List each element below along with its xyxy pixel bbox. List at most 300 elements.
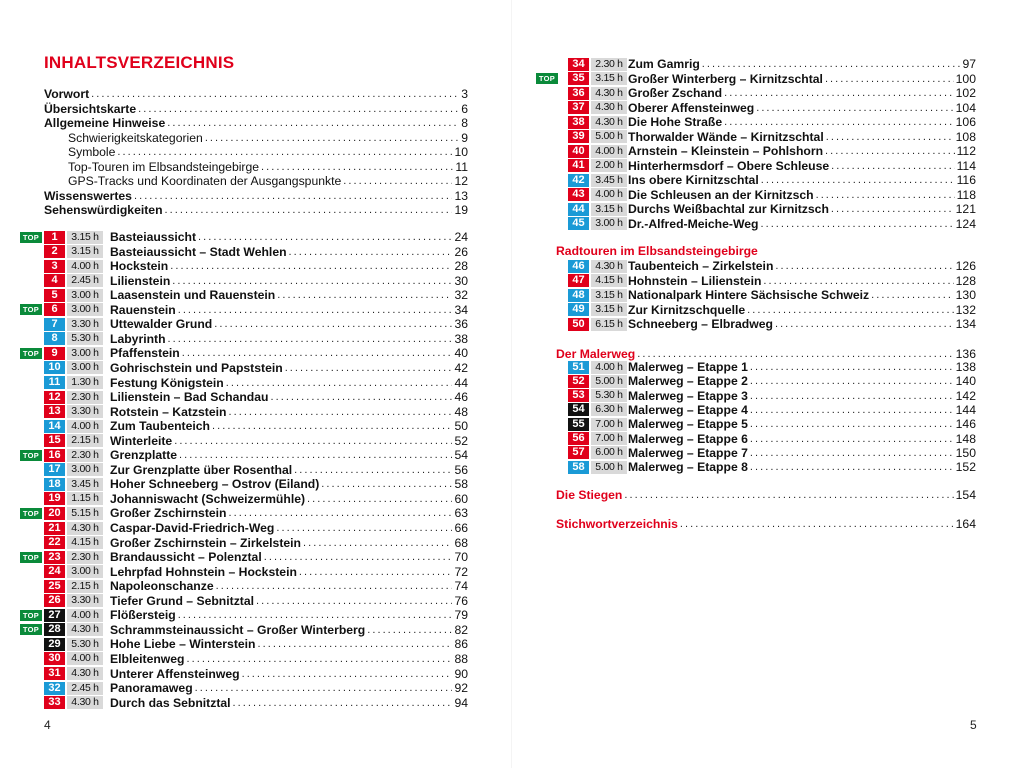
- tour-duration: 5.30 h: [591, 389, 627, 402]
- tour-entry[interactable]: [518, 417, 976, 431]
- tour-line: [110, 288, 468, 302]
- tour-name: Hockstein: [110, 259, 169, 274]
- leader-dots: [287, 245, 453, 259]
- tour-entry[interactable]: [0, 230, 468, 244]
- tour-entry[interactable]: [518, 374, 976, 388]
- tour-entry[interactable]: [518, 432, 976, 446]
- tour-line: [628, 317, 976, 331]
- tour-name: Schneeberg – Elbradweg: [628, 317, 773, 331]
- leader-dots: [256, 637, 453, 651]
- tour-name: Zum Taubenteich: [110, 419, 210, 434]
- page-ref: 8: [461, 116, 468, 130]
- tour-number-badge: 1: [44, 231, 65, 244]
- tour-line: [110, 550, 468, 564]
- tour-line: [110, 477, 468, 491]
- tour-duration: 4.30 h: [591, 116, 627, 129]
- tour-duration: 4.15 h: [591, 274, 627, 287]
- tour-entry[interactable]: [0, 434, 468, 448]
- page-ref: 148: [955, 431, 976, 446]
- tour-name: Rauenstein: [110, 302, 176, 317]
- tour-entry[interactable]: [518, 173, 976, 187]
- tour-duration: 1.30 h: [67, 376, 103, 389]
- leader-dots: [212, 317, 452, 331]
- leader-dots: [814, 188, 955, 202]
- tour-entry[interactable]: [518, 389, 976, 403]
- tour-entry[interactable]: [518, 217, 976, 231]
- page-ref: 112: [956, 144, 976, 158]
- tour-number-badge: 40: [568, 145, 589, 158]
- tour-entry[interactable]: [518, 274, 976, 288]
- tour-name: Thorwalder Wände – Kirnitzschtal: [628, 129, 824, 144]
- leader-dots: [773, 317, 954, 331]
- tour-duration: 2.15 h: [67, 434, 103, 447]
- page-ref: 104: [955, 100, 976, 115]
- tour-duration: 4.00 h: [67, 609, 103, 622]
- tour-name: Taubenteich – Zirkelstein: [628, 259, 774, 273]
- tour-number-badge: 19: [44, 492, 65, 505]
- tour-line: [110, 317, 468, 331]
- tour-name: Großer Zschirnstein: [110, 506, 227, 521]
- page-ref: 70: [454, 550, 468, 565]
- leader-dots: [254, 594, 452, 608]
- toc-entry[interactable]: [68, 131, 468, 145]
- tour-number-badge: 27: [44, 609, 65, 622]
- page-ref: 10: [454, 145, 468, 159]
- leader-dots: [292, 463, 452, 477]
- tour-name: Großer Zschirnstein – Zirkelstein: [110, 535, 301, 550]
- tour-number-badge: 48: [568, 289, 589, 302]
- leader-dots: [115, 145, 452, 159]
- leader-dots: [196, 230, 452, 244]
- entry-label: Schwierigkeitskategorien: [68, 130, 203, 145]
- tour-line: [110, 696, 468, 710]
- tour-name: Zum Gamrig: [628, 57, 700, 71]
- tour-number-badge: 8: [44, 332, 65, 345]
- right-page: [512, 0, 1024, 768]
- tour-number-badge: 36: [568, 87, 589, 100]
- tour-number-badge: 57: [568, 446, 589, 459]
- page-ref: 32: [454, 288, 468, 303]
- tour-number-badge: 35: [568, 72, 589, 85]
- tour-entry[interactable]: [518, 159, 976, 173]
- leader-dots: [748, 403, 954, 417]
- tour-entry[interactable]: [0, 667, 468, 681]
- page-ref: 56: [454, 462, 468, 477]
- tour-entry[interactable]: [518, 403, 976, 417]
- tour-name: Uttewalder Grund: [110, 317, 213, 332]
- tour-entry[interactable]: [518, 144, 976, 158]
- tour-name: Winterleite: [110, 433, 173, 448]
- tour-duration: 3.15 h: [591, 203, 627, 216]
- tour-line: [628, 115, 976, 129]
- tour-entry[interactable]: [518, 288, 976, 302]
- leader-dots: [748, 446, 954, 460]
- tour-name: Basteiaussicht – Stadt Wehlen: [110, 244, 287, 259]
- tour-name: Ins obere Kirnitzschtal: [628, 173, 759, 187]
- tour-entry[interactable]: [0, 245, 468, 259]
- tour-line: [110, 405, 468, 419]
- page-ref: 3: [461, 87, 468, 101]
- tour-duration: 4.30 h: [67, 522, 103, 535]
- tour-entry[interactable]: [518, 259, 976, 273]
- page-ref: 36: [454, 317, 468, 332]
- leader-dots: [722, 115, 954, 129]
- tour-number-badge: 14: [44, 420, 65, 433]
- tour-line: [110, 594, 468, 608]
- leader-dots: [214, 579, 453, 593]
- leader-dots: [622, 488, 953, 502]
- tour-entry[interactable]: [0, 448, 468, 462]
- toc-entry[interactable]: [44, 102, 468, 116]
- tour-number-badge: 39: [568, 130, 589, 143]
- tour-name: Malerweg – Etappe 8: [628, 460, 748, 475]
- leader-dots: [185, 652, 453, 666]
- tour-name: Hinterhermsdorf – Obere Schleuse: [628, 158, 830, 173]
- page-ref: 19: [454, 203, 468, 217]
- tour-number-badge: 32: [44, 682, 65, 695]
- tour-name: Die Hohe Straße: [628, 115, 723, 129]
- leader-dots: [168, 259, 452, 273]
- tour-line: [110, 376, 468, 390]
- tour-entry[interactable]: [0, 390, 468, 404]
- page-ref: 152: [955, 460, 976, 475]
- tour-name: Festung Königstein: [110, 375, 224, 390]
- page-ref: 66: [454, 521, 468, 535]
- tour-name: Schrammsteinaussicht – Großer Winterberg: [110, 622, 366, 637]
- tour-duration: 3.00 h: [67, 347, 103, 360]
- page-ref: 130: [955, 288, 976, 302]
- page-ref: 58: [454, 477, 468, 492]
- top-badge: TOP: [20, 304, 42, 315]
- tour-line: [110, 623, 468, 637]
- tour-line: [628, 417, 976, 431]
- entry-label: Wissenswertes: [44, 188, 132, 203]
- page-ref: 136: [955, 347, 976, 361]
- leader-dots: [748, 432, 954, 446]
- tour-name: Zur Grenzplatte über Rosenthal: [110, 462, 293, 477]
- tour-entry[interactable]: [0, 376, 468, 390]
- leader-dots: [758, 217, 953, 231]
- tour-line: [628, 101, 976, 115]
- tour-line: [110, 274, 468, 288]
- tour-number-badge: 56: [568, 432, 589, 445]
- leader-dots: [274, 521, 452, 535]
- page-ref: 108: [955, 129, 976, 144]
- tour-line: [628, 460, 976, 474]
- tour-entry[interactable]: [0, 696, 468, 710]
- tour-number-badge: 38: [568, 116, 589, 129]
- tour-line: [628, 389, 976, 403]
- tour-number-badge: 12: [44, 391, 65, 404]
- tour-duration: 3.45 h: [67, 478, 103, 491]
- tour-duration: 2.00 h: [591, 159, 627, 172]
- tour-line: [110, 361, 468, 375]
- tour-name: Arnstein – Kleinstein – Pohlshorn: [628, 144, 824, 158]
- tour-entry[interactable]: [0, 332, 468, 346]
- page-number-left: 4: [44, 718, 51, 732]
- section-stichwort[interactable]: [556, 517, 976, 531]
- leader-dots: [823, 144, 955, 158]
- tour-name: Malerweg – Etappe 6: [628, 431, 748, 446]
- tour-entry[interactable]: [518, 188, 976, 202]
- tour-duration: 3.15 h: [67, 231, 103, 244]
- tour-line: [628, 86, 976, 100]
- tour-duration: 7.00 h: [591, 432, 627, 445]
- page-ref: 38: [454, 331, 468, 346]
- tour-name: Pfaffenstein: [110, 346, 180, 361]
- tour-duration: 5.30 h: [67, 332, 103, 345]
- tour-name: Rotstein – Katzstein: [110, 404, 227, 419]
- tour-name: Dr.-Alfred-Meiche-Weg: [628, 216, 759, 231]
- tour-duration: 3.00 h: [591, 217, 627, 230]
- tour-line: [110, 390, 468, 404]
- tour-number-badge: 45: [568, 217, 589, 230]
- tour-entry[interactable]: [0, 521, 468, 535]
- page-ref: 124: [955, 216, 976, 231]
- top-badge: TOP: [20, 508, 42, 519]
- tour-entry[interactable]: [0, 536, 468, 550]
- tour-name: Nationalpark Hintere Sächsische Schweiz: [628, 288, 870, 302]
- tour-name: Die Schleusen an der Kirnitzsch: [628, 187, 814, 202]
- entry-label: GPS-Tracks und Koordinaten der Ausgangspunkte: [68, 174, 342, 188]
- tour-name: Malerweg – Etappe 3: [628, 388, 748, 403]
- tour-line: [628, 360, 976, 374]
- page-ref: 60: [454, 491, 468, 506]
- tour-line: [110, 608, 468, 622]
- tour-entry[interactable]: [518, 130, 976, 144]
- tour-entry[interactable]: [0, 463, 468, 477]
- page-ref: 140: [955, 374, 976, 389]
- tour-line: [110, 652, 468, 666]
- tour-entry[interactable]: [0, 492, 468, 506]
- page-ref: 116: [956, 173, 976, 187]
- leader-dots: [748, 360, 954, 374]
- leader-dots: [319, 477, 452, 491]
- leader-dots: [226, 506, 452, 520]
- tour-line: [628, 72, 976, 86]
- page-ref: 82: [454, 622, 468, 637]
- section-stiegen[interactable]: [556, 488, 976, 502]
- page-ref: 79: [454, 608, 468, 623]
- leader-dots: [829, 159, 954, 173]
- tour-name: Flößersteig: [110, 608, 176, 623]
- tour-entry[interactable]: [0, 303, 468, 317]
- tour-entry[interactable]: [518, 460, 976, 474]
- tour-entry[interactable]: [0, 681, 468, 695]
- tour-duration: 5.00 h: [591, 461, 627, 474]
- tour-entry[interactable]: [518, 446, 976, 460]
- tour-entry[interactable]: [518, 303, 976, 317]
- page-ref: 102: [955, 86, 976, 100]
- tour-number-badge: 53: [568, 389, 589, 402]
- tour-line: [628, 173, 976, 187]
- tour-name: Malerweg – Etappe 1: [628, 360, 748, 374]
- tour-name: Brandaussicht – Polenztal: [110, 550, 262, 565]
- page-ref: 92: [454, 681, 468, 696]
- tour-line: [110, 419, 468, 433]
- tour-entry[interactable]: [0, 274, 468, 288]
- tour-duration: 5.00 h: [591, 130, 627, 143]
- tour-entry[interactable]: [518, 57, 976, 71]
- tour-name: Hoher Schneeberg – Ostrov (Eiland): [110, 477, 320, 492]
- tour-duration: 5.15 h: [67, 507, 103, 520]
- tour-number-badge: 6: [44, 303, 65, 316]
- page-ref: 142: [955, 388, 976, 403]
- tour-entry[interactable]: [0, 652, 468, 666]
- top-badge: TOP: [20, 610, 42, 621]
- section-title-malerweg: Der Malerweg: [556, 347, 636, 361]
- tour-entry[interactable]: [518, 101, 976, 115]
- page-ref: 54: [454, 448, 468, 463]
- tour-name: Laasenstein und Rauenstein: [110, 288, 276, 303]
- tour-entry[interactable]: [0, 419, 468, 433]
- tour-entry[interactable]: [0, 594, 468, 608]
- leader-dots: [700, 57, 961, 71]
- tour-entry[interactable]: [518, 317, 976, 331]
- tour-duration: 4.00 h: [67, 260, 103, 273]
- page-ref: 150: [955, 445, 976, 460]
- tour-name: Lilienstein: [110, 273, 171, 288]
- leader-dots: [824, 130, 954, 144]
- tour-entry[interactable]: [0, 579, 468, 593]
- toc-entry[interactable]: [44, 189, 468, 203]
- leader-dots: [224, 376, 453, 390]
- leader-dots: [226, 405, 452, 419]
- tour-name: Elbleitenweg: [110, 651, 185, 666]
- tour-name: Grenzplatte: [110, 448, 178, 463]
- leader-dots: [210, 419, 452, 433]
- tour-entry[interactable]: [0, 506, 468, 520]
- page-ref: 138: [955, 360, 976, 374]
- tour-number-badge: 42: [568, 174, 589, 187]
- page-ref: 12: [454, 174, 468, 188]
- tour-number-badge: 50: [568, 318, 589, 331]
- section-malerweg[interactable]: [556, 347, 976, 361]
- toc-entry[interactable]: [44, 87, 468, 101]
- leader-dots: [180, 346, 453, 360]
- tour-number-badge: 52: [568, 375, 589, 388]
- toc-entry[interactable]: [44, 116, 468, 130]
- leader-dots: [163, 203, 453, 217]
- leader-dots: [166, 332, 453, 346]
- tour-number-badge: 46: [568, 260, 589, 273]
- tour-entry[interactable]: [0, 608, 468, 622]
- leader-dots: [305, 492, 452, 506]
- toc-entry[interactable]: [68, 145, 468, 159]
- tour-entry[interactable]: [0, 346, 468, 360]
- page-ref: 52: [454, 433, 468, 448]
- tour-duration: 4.30 h: [67, 667, 103, 680]
- tour-number-badge: 9: [44, 347, 65, 360]
- leader-dots: [341, 174, 452, 188]
- page-ref: 114: [956, 158, 976, 173]
- leader-dots: [172, 434, 452, 448]
- tour-name: Johanniswacht (Schweizermühle): [110, 491, 306, 506]
- tour-number-badge: 31: [44, 667, 65, 680]
- tour-line: [110, 259, 468, 273]
- tour-entry[interactable]: [0, 259, 468, 273]
- leader-dots: [829, 202, 954, 216]
- leader-dots: [177, 448, 452, 462]
- tour-number-badge: 25: [44, 580, 65, 593]
- toc-entry[interactable]: [68, 174, 468, 188]
- leader-dots: [262, 550, 453, 564]
- tour-line: [110, 506, 468, 520]
- tour-entry[interactable]: [0, 405, 468, 419]
- tour-line: [628, 303, 976, 317]
- tour-number-badge: 44: [568, 203, 589, 216]
- top-badge: TOP: [20, 232, 42, 243]
- tour-entry[interactable]: [0, 317, 468, 331]
- tour-number-badge: 20: [44, 507, 65, 520]
- tour-number-badge: 33: [44, 696, 65, 709]
- leader-dots: [176, 303, 453, 317]
- tour-number-badge: 11: [44, 376, 65, 389]
- tour-entry[interactable]: [0, 361, 468, 375]
- tour-duration: 5.30 h: [67, 638, 103, 651]
- tour-duration: 2.30 h: [67, 551, 103, 564]
- tour-line: [110, 434, 468, 448]
- tour-duration: 3.15 h: [591, 72, 627, 85]
- top-badge: TOP: [20, 450, 42, 461]
- tour-entry[interactable]: [0, 623, 468, 637]
- tour-entry[interactable]: [0, 477, 468, 491]
- tour-duration: 3.00 h: [67, 463, 103, 476]
- tour-entry[interactable]: [0, 288, 468, 302]
- tour-line: [110, 245, 468, 259]
- tour-entry[interactable]: [518, 202, 976, 216]
- page-ref: 72: [454, 564, 468, 579]
- page-ref: 68: [454, 535, 468, 550]
- entry-label: Top-Touren im Elbsandsteingebirge: [68, 159, 260, 174]
- tour-line: [110, 521, 468, 535]
- tour-name: Zur Kirnitzschquelle: [628, 302, 746, 317]
- tour-entry[interactable]: [518, 86, 976, 100]
- leader-dots: [722, 86, 954, 100]
- tour-line: [628, 188, 976, 202]
- leader-dots: [301, 536, 452, 550]
- page-ref: 146: [955, 417, 976, 432]
- leader-dots: [748, 374, 954, 388]
- tour-name: Oberer Affensteinweg: [628, 100, 755, 115]
- tour-name: Hohnstein – Lilienstein: [628, 273, 762, 288]
- tour-number-badge: 4: [44, 274, 65, 287]
- entry-label: Allgemeine Hinweise: [44, 116, 166, 130]
- page-ref: 9: [461, 130, 468, 145]
- toc-entry[interactable]: [44, 203, 468, 217]
- tour-duration: 3.15 h: [591, 303, 627, 316]
- tour-entry[interactable]: [518, 360, 976, 374]
- tour-name: Durchs Weißbachtal zur Kirnitzsch: [628, 202, 829, 216]
- page-ref: 121: [955, 202, 976, 216]
- page-ref: 63: [454, 506, 468, 521]
- tour-entry[interactable]: [518, 115, 976, 129]
- tour-number-badge: 5: [44, 289, 65, 302]
- tour-entry[interactable]: [0, 550, 468, 564]
- tour-line: [628, 130, 976, 144]
- tour-name: Tiefer Grund – Sebnitztal: [110, 593, 255, 608]
- page-ref: 106: [955, 115, 976, 129]
- tour-line: [110, 463, 468, 477]
- tour-duration: 2.45 h: [67, 682, 103, 695]
- tour-duration: 4.00 h: [67, 652, 103, 665]
- tour-entry[interactable]: [518, 72, 976, 86]
- toc-entry[interactable]: [68, 160, 468, 174]
- tour-entry[interactable]: [0, 565, 468, 579]
- tour-name: Lilienstein – Bad Schandau: [110, 390, 269, 405]
- leader-dots: [268, 390, 452, 404]
- tour-entry[interactable]: [0, 637, 468, 651]
